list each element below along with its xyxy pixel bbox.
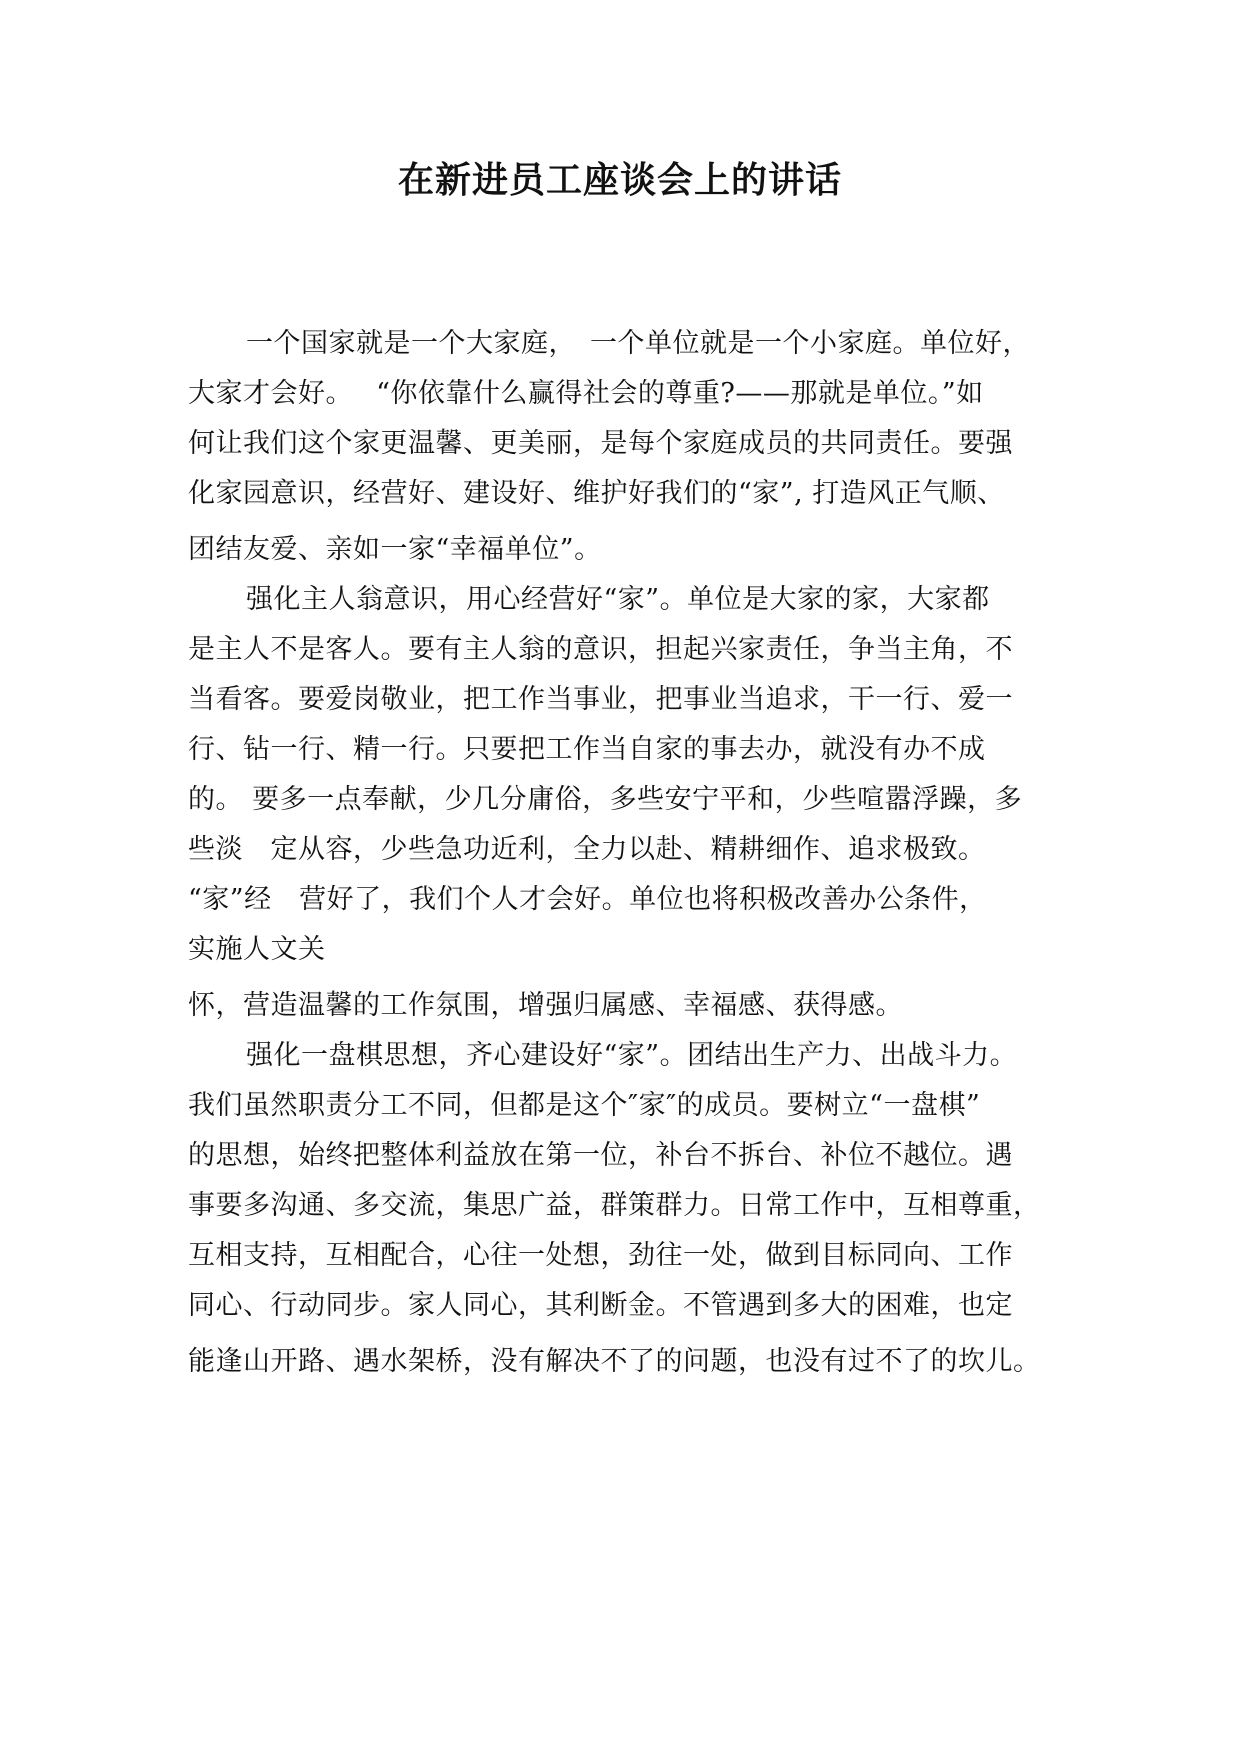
text-line: 强化一盘棋思想，齐心建设好“家”。团结出生产力、出战斗力。 bbox=[246, 1040, 1018, 1071]
text-line: 当看客。要爱岗敬业，把工作当事业，把事业当追求，干一行、爱一 bbox=[188, 684, 1013, 715]
text-line: 事要多沟通、多交流，集思广益，群策群力。日常工作中，互相尊重， bbox=[188, 1190, 1041, 1221]
text-line: 行、钻一行、精一行。只要把工作当自家的事去办，就没有办不成 bbox=[188, 734, 986, 765]
text-line: 团结友爱、亲如一家“幸福单位”。 bbox=[188, 534, 602, 565]
text-line: 强化主人翁意识，用心经营好“家”。单位是大家的家，大家都 bbox=[246, 584, 990, 615]
text-line: 些淡 定从容，少些急功近利，全力以赴、精耕细作、追求极致。 bbox=[188, 834, 986, 865]
text-line: 互相支持，互相配合，心往一处想，劲往一处，做到目标同向、工作 bbox=[188, 1240, 1013, 1271]
document-title: 在新进员工座谈会上的讲话 bbox=[397, 159, 842, 201]
text-line: 的。 要多一点奉献，少几分庸俗，多些安宁平和，少些喧嚣浮躁，多 bbox=[188, 784, 1023, 815]
text-line: 何让我们这个家更温馨、更美丽，是每个家庭成员的共同责任。要强 bbox=[188, 428, 1013, 459]
text-line: 是主人不是客人。要有主人翁的意识，担起兴家责任，争当主角，不 bbox=[188, 634, 1013, 665]
text-line: 一个国家就是一个大家庭， 一个单位就是一个小家庭。单位好， bbox=[246, 328, 1030, 359]
text-line: 我们虽然职责分工不同，但都是这个″家″的成员。要树立“一盘棋” bbox=[188, 1090, 981, 1121]
text-line: 化家园意识，经营好、建设好、维护好我们的“家”, 打造风正气顺、 bbox=[188, 478, 1005, 509]
text-line: 同心、行动同步。家人同心，其利断金。不管遇到多大的困难，也定 bbox=[188, 1290, 1013, 1321]
text-line: 怀，营造温馨的工作氛围，增强归属感、幸福感、获得感。 bbox=[188, 990, 903, 1021]
text-line: “家”经 营好了，我们个人才会好。单位也将积极改善办公条件， bbox=[188, 884, 987, 915]
text-line: 大家才会好。 “你依靠什么赢得社会的尊重?——那就是单位。”如 bbox=[188, 378, 984, 409]
text-line: 实施人文关 bbox=[188, 934, 326, 965]
text-line: 能逢山开路、遇水架桥，没有解决不了的问题，也没有过不了的坎儿。 bbox=[188, 1346, 1041, 1377]
text-line: 的思想，始终把整体利益放在第一位，补台不拆台、补位不越位。遇 bbox=[188, 1140, 1013, 1171]
